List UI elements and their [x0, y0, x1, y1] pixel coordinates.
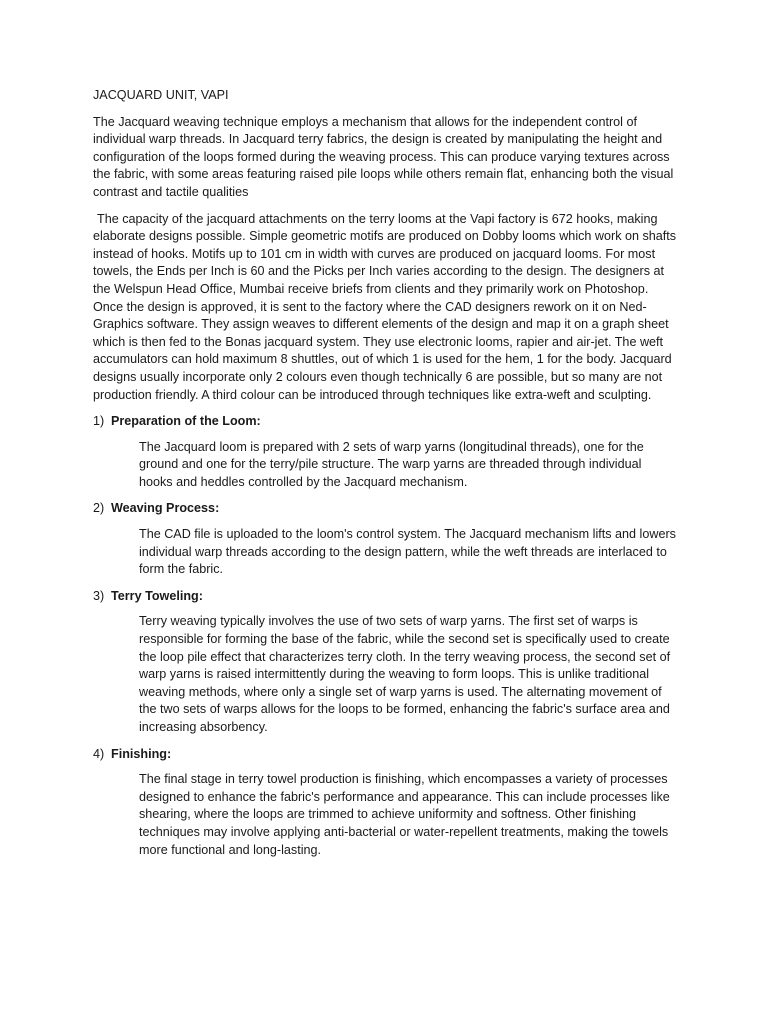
section-title: Weaving Process:: [111, 501, 220, 516]
section-number: 4): [93, 746, 105, 761]
section-terry-toweling: [93, 588, 677, 737]
section-finishing: [93, 746, 677, 860]
section-body: The CAD file is uploaded to the loom's control system. The Jacquard mechanism lifts and lowers individual warp threads according to the design pattern, while the weft threads are interlaced to form the fabric.: [139, 527, 676, 577]
section-number: 1): [93, 414, 105, 429]
section-title: Terry Toweling:: [111, 588, 203, 603]
section-title: Finishing:: [111, 746, 172, 761]
section-body: The Jacquard loom is prepared with 2 sets of warp yarns (longitudinal threads), one for the ground and one for the terry/pile structure. The warp yarns are threaded through individual hooks and heddles controlled by the Jacquard mechanism.: [139, 439, 644, 489]
capacity-paragraph: The capacity of the jacquard attachments on the terry looms at the Vapi factory is 672 hooks, making elaborate designs possible. Simple geometric motifs are produced on Dobby looms which work on shafts instead of hooks. Motifs up to 101 cm in width with curves are produced on jacquard looms. For most towels, the Ends per Inch is 60 and the Picks per Inch varies according to the design. The designers at the Welspun Head Office, Mumbai receive briefs from clients and they primarily work on Photoshop. Once the design is approved, it is sent to the factory where the CAD designers rework on it on Ned-Graphics software. They assign weaves to different elements of the design and map it on a graph sheet which is then fed to the Bonas jacquard system. They use electronic looms, rapier and air-jet. The weft accumulators can hold maximum 8 shuttles, out of which 1 is used for the hem, 1 for the body. Jacquard designs usually incorporate only 2 colours even though technically 6 are possible, but so many are not production friendly. A third colour can be introduced through techniques like extra-weft and sculpting.: [93, 211, 677, 402]
section-title: Preparation of the Loom:: [111, 414, 261, 429]
intro-paragraph: The Jacquard weaving technique employs a mechanism that allows for the independent control of individual warp threads. In Jacquard terry fabrics, the design is created by manipulating the height and configuration of the loops formed during the weaving process. This can produce varying textures across the fabric, with some areas featuring raised pile loops while others remain flat, enhancing both the visual contrast and tactile qualities: [93, 114, 674, 199]
section-preparation-of-loom: [93, 413, 677, 491]
section-heading: [93, 500, 677, 518]
document-page: [93, 87, 677, 868]
section-body: The final stage in terry towel production is finishing, which encompasses a variety of processes designed to enhance the fabric's performance and appearance. This can include processes like shearing, where the loops are trimmed to achieve uniformity and softness. Other finishing techniques may involve applying anti-bacterial or water-repellent treatments, making the towels more functional and long-lasting.: [139, 772, 670, 857]
section-heading: [93, 413, 677, 431]
section-heading: [93, 746, 677, 764]
section-number: 2): [93, 501, 105, 516]
section-weaving-process: [93, 500, 677, 578]
section-number: 3): [93, 588, 105, 603]
section-body: Terry weaving typically involves the use of two sets of warp yarns. The first set of warps is responsible for forming the base of the fabric, while the second set is specifically used to create the loop pile effect that characterizes terry cloth. In the terry weaving process, the second set of warp yarns is raised intermittently during the weaving to form loops. This is unlike traditional weaving methods, where only a single set of warp yarns is used. The alternating movement of the two sets of warps allows for the loops to be formed, enhancing the fabric's surface area and increasing absorbency.: [139, 614, 671, 734]
section-heading: [93, 588, 677, 606]
document-title: JACQUARD UNIT, VAPI: [93, 88, 229, 102]
